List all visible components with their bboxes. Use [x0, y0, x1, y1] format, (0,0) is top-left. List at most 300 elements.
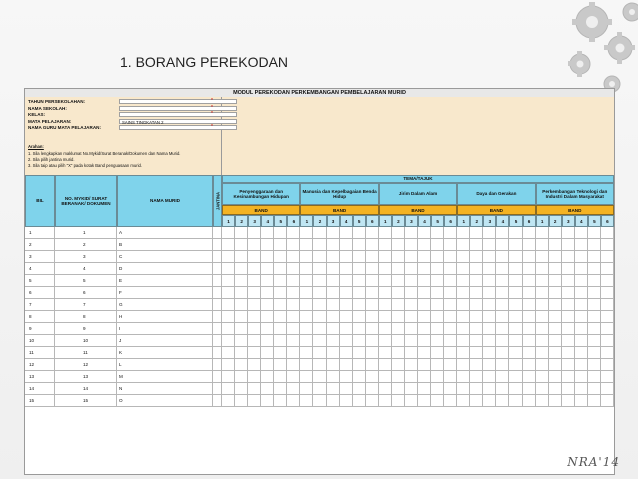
cell-mykid[interactable]: 11 — [55, 347, 117, 359]
cell-band[interactable] — [431, 323, 444, 335]
cell-band[interactable] — [536, 311, 549, 323]
cell-band[interactable] — [470, 383, 483, 395]
cell-band[interactable] — [340, 227, 353, 239]
cell-band[interactable] — [248, 359, 261, 371]
cell-band[interactable] — [431, 263, 444, 275]
cell-band[interactable] — [549, 263, 562, 275]
cell-band[interactable] — [496, 263, 509, 275]
cell-band[interactable] — [562, 311, 575, 323]
cell-band[interactable] — [405, 335, 418, 347]
cell-band[interactable] — [601, 287, 614, 299]
cell-mykid[interactable]: 2 — [55, 239, 117, 251]
cell-band[interactable] — [366, 359, 379, 371]
cell-band[interactable] — [457, 347, 470, 359]
cell-band[interactable] — [457, 311, 470, 323]
cell-band[interactable] — [379, 287, 392, 299]
cell-band[interactable] — [379, 251, 392, 263]
cell-band[interactable] — [562, 251, 575, 263]
cell-band[interactable] — [313, 263, 326, 275]
cell-band[interactable] — [431, 227, 444, 239]
cell-band[interactable] — [418, 323, 431, 335]
cell-band[interactable] — [248, 263, 261, 275]
cell-jantina[interactable] — [213, 347, 222, 359]
cell-jantina[interactable] — [213, 275, 222, 287]
cell-band[interactable] — [222, 371, 235, 383]
cell-band[interactable] — [523, 323, 536, 335]
cell-band[interactable] — [549, 227, 562, 239]
cell-band[interactable] — [457, 287, 470, 299]
cell-nama[interactable]: F — [117, 287, 213, 299]
cell-band[interactable] — [287, 359, 300, 371]
cell-band[interactable] — [549, 311, 562, 323]
cell-band[interactable] — [300, 299, 313, 311]
cell-nama[interactable]: C — [117, 251, 213, 263]
cell-band[interactable] — [483, 347, 496, 359]
cell-band[interactable] — [523, 335, 536, 347]
cell-band[interactable] — [496, 311, 509, 323]
cell-band[interactable] — [431, 395, 444, 407]
cell-band[interactable] — [353, 227, 366, 239]
cell-band[interactable] — [601, 227, 614, 239]
cell-band[interactable] — [509, 395, 522, 407]
cell-band[interactable] — [523, 239, 536, 251]
cell-jantina[interactable] — [213, 371, 222, 383]
cell-band[interactable] — [418, 299, 431, 311]
cell-band[interactable] — [483, 299, 496, 311]
cell-band[interactable] — [274, 335, 287, 347]
field-input[interactable] — [119, 112, 237, 117]
cell-band[interactable] — [536, 239, 549, 251]
cell-band[interactable] — [274, 263, 287, 275]
cell-band[interactable] — [444, 347, 457, 359]
cell-band[interactable] — [274, 275, 287, 287]
cell-band[interactable] — [248, 239, 261, 251]
cell-band[interactable] — [575, 359, 588, 371]
cell-band[interactable] — [509, 311, 522, 323]
cell-band[interactable] — [248, 311, 261, 323]
cell-band[interactable] — [366, 227, 379, 239]
cell-band[interactable] — [235, 299, 248, 311]
cell-band[interactable] — [483, 251, 496, 263]
cell-band[interactable] — [562, 239, 575, 251]
cell-band[interactable] — [496, 299, 509, 311]
cell-band[interactable] — [222, 347, 235, 359]
cell-band[interactable] — [379, 383, 392, 395]
cell-band[interactable] — [536, 287, 549, 299]
cell-band[interactable] — [457, 371, 470, 383]
cell-band[interactable] — [588, 299, 601, 311]
cell-band[interactable] — [457, 299, 470, 311]
cell-band[interactable] — [601, 299, 614, 311]
cell-band[interactable] — [327, 263, 340, 275]
cell-mykid[interactable]: 6 — [55, 287, 117, 299]
cell-band[interactable] — [601, 263, 614, 275]
cell-band[interactable] — [313, 227, 326, 239]
cell-nama[interactable]: A — [117, 227, 213, 239]
cell-band[interactable] — [483, 275, 496, 287]
cell-band[interactable] — [444, 371, 457, 383]
cell-band[interactable] — [457, 263, 470, 275]
cell-band[interactable] — [509, 371, 522, 383]
cell-band[interactable] — [562, 263, 575, 275]
cell-band[interactable] — [287, 371, 300, 383]
cell-band[interactable] — [274, 299, 287, 311]
cell-band[interactable] — [235, 311, 248, 323]
cell-band[interactable] — [366, 239, 379, 251]
cell-band[interactable] — [313, 383, 326, 395]
cell-band[interactable] — [366, 299, 379, 311]
cell-band[interactable] — [562, 227, 575, 239]
cell-band[interactable] — [562, 275, 575, 287]
cell-band[interactable] — [261, 251, 274, 263]
cell-band[interactable] — [235, 275, 248, 287]
cell-band[interactable] — [470, 263, 483, 275]
cell-band[interactable] — [327, 347, 340, 359]
cell-band[interactable] — [405, 251, 418, 263]
cell-band[interactable] — [575, 299, 588, 311]
cell-band[interactable] — [444, 287, 457, 299]
cell-mykid[interactable]: 7 — [55, 299, 117, 311]
cell-band[interactable] — [431, 383, 444, 395]
cell-band[interactable] — [235, 395, 248, 407]
cell-band[interactable] — [392, 347, 405, 359]
cell-band[interactable] — [366, 275, 379, 287]
cell-band[interactable] — [509, 383, 522, 395]
cell-band[interactable] — [405, 323, 418, 335]
cell-band[interactable] — [353, 347, 366, 359]
cell-band[interactable] — [470, 227, 483, 239]
cell-band[interactable] — [366, 311, 379, 323]
cell-band[interactable] — [300, 395, 313, 407]
cell-band[interactable] — [327, 251, 340, 263]
cell-band[interactable] — [392, 275, 405, 287]
cell-band[interactable] — [549, 347, 562, 359]
cell-band[interactable] — [248, 227, 261, 239]
cell-band[interactable] — [536, 335, 549, 347]
cell-band[interactable] — [549, 359, 562, 371]
cell-mykid[interactable]: 3 — [55, 251, 117, 263]
cell-band[interactable] — [340, 335, 353, 347]
cell-band[interactable] — [496, 347, 509, 359]
cell-nama[interactable]: J — [117, 335, 213, 347]
cell-band[interactable] — [470, 347, 483, 359]
cell-band[interactable] — [523, 371, 536, 383]
cell-band[interactable] — [575, 371, 588, 383]
cell-band[interactable] — [483, 383, 496, 395]
cell-band[interactable] — [261, 299, 274, 311]
cell-band[interactable] — [261, 239, 274, 251]
cell-band[interactable] — [470, 371, 483, 383]
cell-band[interactable] — [575, 287, 588, 299]
cell-band[interactable] — [287, 395, 300, 407]
cell-band[interactable] — [444, 383, 457, 395]
cell-band[interactable] — [509, 359, 522, 371]
cell-band[interactable] — [523, 347, 536, 359]
cell-band[interactable] — [235, 287, 248, 299]
cell-band[interactable] — [601, 275, 614, 287]
cell-band[interactable] — [405, 227, 418, 239]
cell-band[interactable] — [509, 287, 522, 299]
cell-jantina[interactable] — [213, 251, 222, 263]
cell-band[interactable] — [457, 359, 470, 371]
cell-band[interactable] — [536, 371, 549, 383]
cell-band[interactable] — [392, 395, 405, 407]
cell-mykid[interactable]: 5 — [55, 275, 117, 287]
cell-band[interactable] — [418, 287, 431, 299]
cell-band[interactable] — [431, 275, 444, 287]
cell-band[interactable] — [261, 311, 274, 323]
field-input[interactable] — [119, 99, 237, 104]
cell-band[interactable] — [536, 359, 549, 371]
cell-band[interactable] — [549, 335, 562, 347]
cell-band[interactable] — [470, 335, 483, 347]
cell-band[interactable] — [392, 383, 405, 395]
cell-band[interactable] — [483, 287, 496, 299]
cell-band[interactable] — [313, 335, 326, 347]
cell-band[interactable] — [379, 335, 392, 347]
cell-band[interactable] — [536, 251, 549, 263]
cell-band[interactable] — [327, 227, 340, 239]
cell-mykid[interactable]: 14 — [55, 383, 117, 395]
cell-band[interactable] — [366, 383, 379, 395]
cell-band[interactable] — [287, 227, 300, 239]
cell-band[interactable] — [431, 251, 444, 263]
cell-band[interactable] — [536, 347, 549, 359]
cell-band[interactable] — [575, 395, 588, 407]
cell-band[interactable] — [274, 323, 287, 335]
cell-band[interactable] — [418, 263, 431, 275]
cell-band[interactable] — [575, 335, 588, 347]
cell-jantina[interactable] — [213, 359, 222, 371]
cell-band[interactable] — [483, 359, 496, 371]
cell-band[interactable] — [340, 239, 353, 251]
cell-band[interactable] — [235, 335, 248, 347]
cell-mykid[interactable]: 1 — [55, 227, 117, 239]
cell-band[interactable] — [588, 311, 601, 323]
cell-nama[interactable]: I — [117, 323, 213, 335]
cell-band[interactable] — [588, 359, 601, 371]
cell-band[interactable] — [496, 251, 509, 263]
cell-band[interactable] — [274, 227, 287, 239]
cell-band[interactable] — [327, 371, 340, 383]
cell-band[interactable] — [470, 287, 483, 299]
cell-band[interactable] — [562, 383, 575, 395]
cell-band[interactable] — [379, 323, 392, 335]
cell-band[interactable] — [601, 323, 614, 335]
cell-band[interactable] — [300, 347, 313, 359]
cell-band[interactable] — [418, 275, 431, 287]
cell-band[interactable] — [392, 227, 405, 239]
cell-band[interactable] — [496, 383, 509, 395]
cell-band[interactable] — [588, 323, 601, 335]
cell-band[interactable] — [353, 287, 366, 299]
cell-band[interactable] — [248, 395, 261, 407]
cell-nama[interactable]: O — [117, 395, 213, 407]
cell-band[interactable] — [274, 287, 287, 299]
cell-band[interactable] — [536, 275, 549, 287]
cell-band[interactable] — [261, 287, 274, 299]
cell-band[interactable] — [496, 227, 509, 239]
cell-band[interactable] — [274, 383, 287, 395]
cell-band[interactable] — [340, 311, 353, 323]
cell-band[interactable] — [588, 227, 601, 239]
cell-band[interactable] — [222, 263, 235, 275]
cell-jantina[interactable] — [213, 335, 222, 347]
cell-band[interactable] — [300, 371, 313, 383]
cell-band[interactable] — [588, 263, 601, 275]
cell-band[interactable] — [261, 395, 274, 407]
cell-band[interactable] — [222, 335, 235, 347]
cell-band[interactable] — [549, 299, 562, 311]
cell-band[interactable] — [431, 299, 444, 311]
cell-band[interactable] — [340, 383, 353, 395]
cell-jantina[interactable] — [213, 323, 222, 335]
cell-band[interactable] — [444, 227, 457, 239]
cell-mykid[interactable]: 4 — [55, 263, 117, 275]
cell-jantina[interactable] — [213, 287, 222, 299]
cell-band[interactable] — [287, 347, 300, 359]
cell-band[interactable] — [235, 239, 248, 251]
cell-band[interactable] — [509, 251, 522, 263]
cell-band[interactable] — [496, 335, 509, 347]
cell-band[interactable] — [392, 359, 405, 371]
cell-band[interactable] — [379, 347, 392, 359]
cell-band[interactable] — [222, 311, 235, 323]
cell-band[interactable] — [418, 395, 431, 407]
cell-band[interactable] — [287, 275, 300, 287]
cell-band[interactable] — [562, 347, 575, 359]
cell-band[interactable] — [340, 395, 353, 407]
cell-band[interactable] — [509, 263, 522, 275]
cell-band[interactable] — [353, 299, 366, 311]
cell-band[interactable] — [313, 359, 326, 371]
cell-band[interactable] — [248, 383, 261, 395]
cell-band[interactable] — [523, 227, 536, 239]
cell-band[interactable] — [261, 347, 274, 359]
cell-band[interactable] — [353, 371, 366, 383]
cell-band[interactable] — [575, 227, 588, 239]
cell-band[interactable] — [353, 275, 366, 287]
cell-nama[interactable]: B — [117, 239, 213, 251]
cell-band[interactable] — [300, 227, 313, 239]
cell-band[interactable] — [444, 275, 457, 287]
cell-band[interactable] — [261, 275, 274, 287]
cell-band[interactable] — [353, 335, 366, 347]
cell-band[interactable] — [235, 263, 248, 275]
cell-band[interactable] — [483, 335, 496, 347]
cell-band[interactable] — [274, 251, 287, 263]
cell-band[interactable] — [261, 263, 274, 275]
cell-jantina[interactable] — [213, 311, 222, 323]
cell-band[interactable] — [287, 383, 300, 395]
cell-band[interactable] — [509, 347, 522, 359]
cell-band[interactable] — [327, 383, 340, 395]
cell-band[interactable] — [509, 299, 522, 311]
cell-nama[interactable]: M — [117, 371, 213, 383]
cell-band[interactable] — [235, 251, 248, 263]
cell-band[interactable] — [588, 347, 601, 359]
cell-band[interactable] — [392, 287, 405, 299]
cell-band[interactable] — [601, 311, 614, 323]
cell-band[interactable] — [444, 251, 457, 263]
cell-band[interactable] — [457, 335, 470, 347]
cell-band[interactable] — [235, 383, 248, 395]
cell-band[interactable] — [248, 299, 261, 311]
cell-band[interactable] — [366, 251, 379, 263]
cell-band[interactable] — [235, 359, 248, 371]
cell-band[interactable] — [274, 239, 287, 251]
cell-band[interactable] — [470, 299, 483, 311]
cell-band[interactable] — [588, 275, 601, 287]
cell-band[interactable] — [366, 371, 379, 383]
cell-band[interactable] — [457, 383, 470, 395]
cell-band[interactable] — [327, 275, 340, 287]
cell-band[interactable] — [300, 359, 313, 371]
cell-jantina[interactable] — [213, 383, 222, 395]
cell-band[interactable] — [431, 371, 444, 383]
cell-band[interactable] — [300, 335, 313, 347]
cell-band[interactable] — [392, 335, 405, 347]
cell-band[interactable] — [418, 371, 431, 383]
cell-band[interactable] — [444, 395, 457, 407]
cell-band[interactable] — [601, 335, 614, 347]
cell-band[interactable] — [509, 323, 522, 335]
cell-band[interactable] — [509, 275, 522, 287]
cell-band[interactable] — [353, 239, 366, 251]
cell-band[interactable] — [562, 359, 575, 371]
cell-band[interactable] — [379, 359, 392, 371]
cell-band[interactable] — [431, 239, 444, 251]
cell-nama[interactable]: K — [117, 347, 213, 359]
cell-band[interactable] — [327, 395, 340, 407]
cell-band[interactable] — [575, 383, 588, 395]
cell-band[interactable] — [222, 395, 235, 407]
cell-band[interactable] — [431, 347, 444, 359]
cell-band[interactable] — [536, 395, 549, 407]
cell-band[interactable] — [588, 335, 601, 347]
cell-band[interactable] — [327, 323, 340, 335]
cell-band[interactable] — [287, 311, 300, 323]
cell-band[interactable] — [353, 359, 366, 371]
cell-band[interactable] — [313, 311, 326, 323]
cell-band[interactable] — [496, 239, 509, 251]
cell-band[interactable] — [418, 335, 431, 347]
cell-nama[interactable]: D — [117, 263, 213, 275]
cell-band[interactable] — [248, 287, 261, 299]
cell-band[interactable] — [392, 263, 405, 275]
cell-band[interactable] — [222, 227, 235, 239]
cell-band[interactable] — [261, 227, 274, 239]
cell-band[interactable] — [575, 275, 588, 287]
cell-band[interactable] — [509, 239, 522, 251]
cell-band[interactable] — [353, 323, 366, 335]
cell-mykid[interactable]: 13 — [55, 371, 117, 383]
cell-band[interactable] — [523, 299, 536, 311]
cell-band[interactable] — [261, 323, 274, 335]
cell-band[interactable] — [392, 239, 405, 251]
cell-band[interactable] — [588, 287, 601, 299]
cell-band[interactable] — [235, 227, 248, 239]
cell-band[interactable] — [405, 371, 418, 383]
cell-band[interactable] — [496, 323, 509, 335]
cell-band[interactable] — [300, 239, 313, 251]
cell-band[interactable] — [418, 347, 431, 359]
cell-band[interactable] — [300, 251, 313, 263]
cell-band[interactable] — [523, 383, 536, 395]
cell-band[interactable] — [575, 347, 588, 359]
cell-band[interactable] — [496, 395, 509, 407]
cell-band[interactable] — [287, 251, 300, 263]
